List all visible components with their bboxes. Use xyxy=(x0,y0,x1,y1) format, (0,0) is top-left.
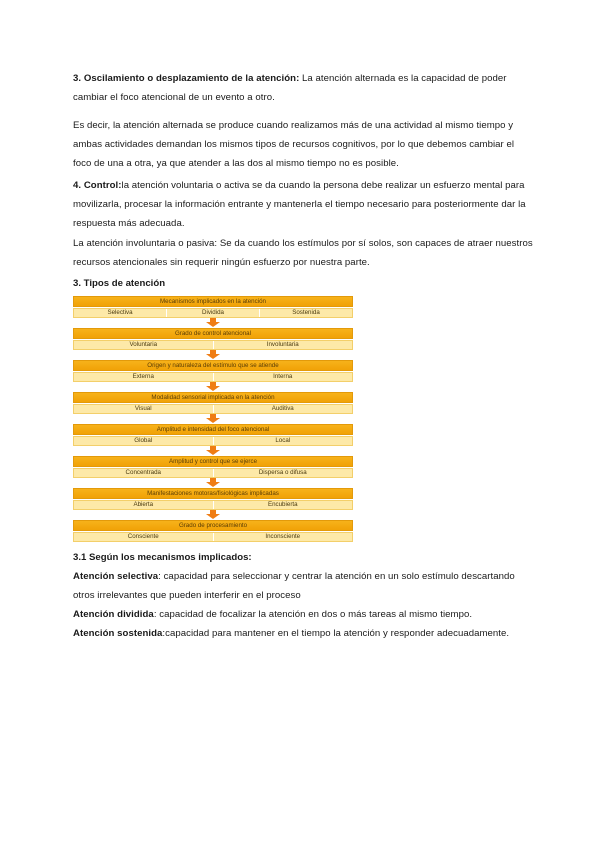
definition-list xyxy=(73,567,533,643)
down-arrow-icon xyxy=(206,446,220,455)
diagram-items-row xyxy=(73,308,353,318)
diagram-items-row xyxy=(73,532,353,542)
diagram-item: Voluntaria xyxy=(129,341,158,348)
down-arrow-icon xyxy=(206,414,220,423)
definition-dividida xyxy=(73,605,533,624)
diagram-items-row xyxy=(73,468,353,478)
paragraph-text: La atención alternada es la capacidad de poder cambiar el foco atencional de un evento a otro. xyxy=(73,73,507,103)
attention-types-diagram xyxy=(73,296,353,547)
diagram-item: Externa xyxy=(132,373,154,380)
paragraph-label: 3. Oscilamiento o desplazamiento de la atención: xyxy=(73,73,300,84)
diagram-item: Visual xyxy=(134,405,152,412)
paragraph-label: 4. Control: xyxy=(73,180,122,191)
diagram-item: Global xyxy=(134,437,153,444)
diagram-band-title: Modalidad sensorial implicada en la atención xyxy=(73,392,353,403)
diagram-band-title: Mecanismos implicados en la atención xyxy=(73,296,353,307)
subsection-title: 3.1 Según los mecanismos implicados: xyxy=(73,552,252,563)
diagram-band-title: Grado de procesamiento xyxy=(73,520,353,531)
diagram-band-title: Grado de control atencional xyxy=(73,328,353,339)
paragraph-oscilamiento xyxy=(73,69,533,107)
diagram-band-title: Amplitud y control que se ejerce xyxy=(73,456,353,467)
definition-term: Atención dividida xyxy=(73,609,154,620)
definition-sostenida xyxy=(73,624,533,643)
diagram-item: Encubierta xyxy=(213,501,353,509)
diagram-band-title: Manifestaciones motoras/fisiológicas implicadas xyxy=(73,488,353,499)
diagram-item: Selectiva xyxy=(107,309,133,316)
diagram-items-row xyxy=(73,372,353,382)
diagram-band-title: Amplitud e intensidad del foco atencional xyxy=(73,424,353,435)
diagram-items-row xyxy=(73,500,353,510)
paragraph-text: La atención involuntaria o pasiva: Se da cuando los estímulos por sí solos, son capaces de atraer nuestros recursos atencionales sin requerir ningún esfuerzo por nuestra parte. xyxy=(73,238,533,268)
paragraph-control xyxy=(73,176,533,233)
diagram-item: Interna xyxy=(213,373,353,381)
diagram-item: Involuntaria xyxy=(213,341,353,349)
definition-term: Atención sostenida xyxy=(73,628,163,639)
diagram-item: Local xyxy=(213,437,353,445)
paragraph-atencion-alternada xyxy=(73,116,533,173)
down-arrow-icon xyxy=(206,478,220,487)
diagram-item: Auditiva xyxy=(213,405,353,413)
paragraph-text: la atención voluntaria o activa se da cuando la persona debe realizar un esfuerzo mental para movilizarla, procesar la información entrante y mantenerla el tiempo necesario para posteriormente dar la respuesta más adecuada. xyxy=(73,180,526,229)
diagram-item: Dividida xyxy=(166,309,259,317)
diagram-band-title: Origen y naturaleza del estímulo que se atiende xyxy=(73,360,353,371)
diagram-item: Consciente xyxy=(127,533,159,540)
down-arrow-icon xyxy=(206,510,220,519)
definition-text: :capacidad para mantener en el tiempo la atención y responder adecuadamente. xyxy=(162,628,510,639)
diagram-item: Abierta xyxy=(133,501,154,508)
down-arrow-icon xyxy=(206,318,220,327)
down-arrow-icon xyxy=(206,382,220,391)
diagram-item: Inconsciente xyxy=(213,533,353,541)
definition-text: : capacidad para seleccionar y centrar la atención en un solo estímulo descartando otros irrelevantes que pueden interferir en el proceso xyxy=(73,571,515,601)
diagram-item: Concentrada xyxy=(125,469,161,476)
diagram-item: Dispersa o difusa xyxy=(213,469,353,477)
definition-selectiva xyxy=(73,567,533,605)
diagram-items-row xyxy=(73,404,353,414)
definition-term: Atención selectiva xyxy=(73,571,159,582)
section-title: 3. Tipos de atención xyxy=(73,278,166,289)
paragraph-text: Es decir, la atención alternada se produce cuando realizamos más de una actividad al mismo tiempo y ambas actividades demandan los mismos tipos de recursos cognitivos, por lo que debemos cambiar el foco de una a otra, ya que atender a las dos al mismo tiempo no es posible. xyxy=(73,120,515,169)
down-arrow-icon xyxy=(206,350,220,359)
diagram-items-row xyxy=(73,436,353,446)
diagram-item: Sostenida xyxy=(259,309,352,317)
definition-text: : capacidad de focalizar la atención en dos o más tareas al mismo tiempo. xyxy=(153,609,473,620)
diagram-items-row xyxy=(73,340,353,350)
paragraph-atencion-involuntaria xyxy=(73,234,533,272)
